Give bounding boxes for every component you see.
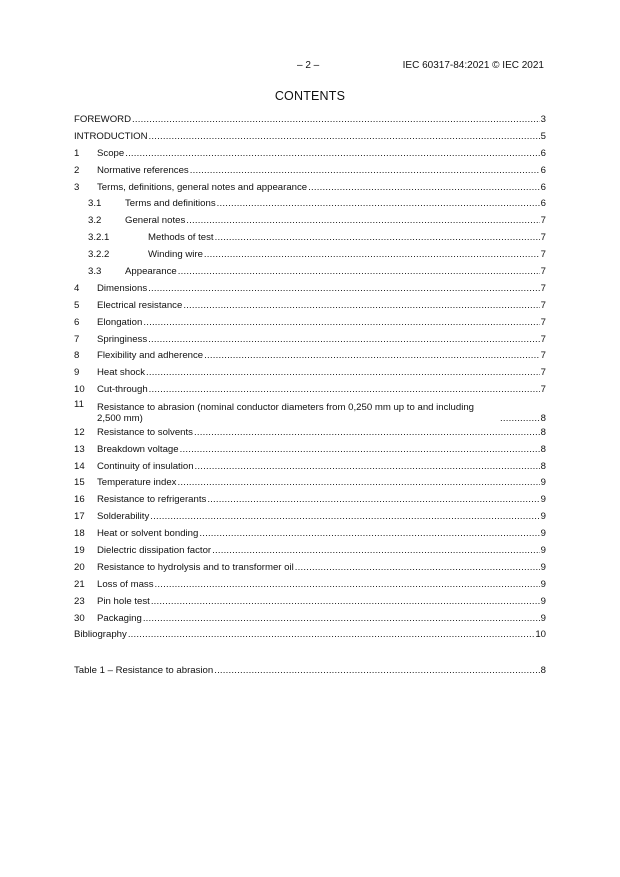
toc-entry-page: 9	[540, 528, 546, 540]
toc-entry-page: 6	[540, 181, 546, 193]
toc-entry-title: Springiness	[97, 333, 148, 345]
toc-entry-number: 21	[74, 578, 85, 590]
toc-entry-number: 3.1	[88, 198, 102, 210]
dot-leader	[207, 492, 539, 509]
toc-entry-title: Resistance to solvents	[97, 426, 193, 438]
toc-entry-title: Bibliography	[74, 629, 127, 641]
dot-leader	[151, 594, 540, 611]
dot-leader	[155, 577, 540, 594]
dot-leader	[186, 213, 539, 230]
toc-entry-page: 8	[540, 426, 546, 438]
toc-entry-number: 17	[74, 511, 85, 523]
toc-entry-page: 6	[540, 198, 546, 210]
dot-leader	[132, 112, 540, 129]
toc-entry-title: Heat or solvent bonding	[97, 528, 199, 540]
toc-entry[interactable]	[74, 196, 546, 213]
toc-entry[interactable]	[74, 281, 546, 298]
toc-entry-page: 7	[540, 232, 546, 244]
toc-entry[interactable]	[74, 492, 546, 509]
toc-entry-title: Temperature index	[97, 477, 177, 489]
dot-leader	[212, 543, 540, 560]
toc-entry[interactable]	[74, 459, 546, 476]
toc-entry-title: Winding wire	[148, 249, 203, 261]
table-list-page: 8	[540, 665, 546, 677]
dot-leader	[143, 315, 539, 332]
dot-leader	[149, 129, 540, 146]
toc-entry-number: 2	[74, 164, 80, 176]
toc-entry-number: 12	[74, 426, 85, 438]
toc-entry[interactable]	[74, 475, 546, 492]
dot-leader	[149, 382, 540, 399]
toc-entry-number: 19	[74, 544, 85, 556]
dot-leader	[146, 365, 540, 382]
toc-entry-page: 9	[540, 494, 546, 506]
dot-leader	[199, 526, 539, 543]
toc-entry-page: 9	[540, 578, 546, 590]
page-number: – 2 –	[297, 60, 320, 71]
toc-entry-page: 8	[540, 460, 546, 472]
toc-entry-number: 3	[74, 181, 80, 193]
dot-leader	[195, 459, 540, 476]
dot-leader	[178, 264, 540, 281]
dot-leader	[214, 663, 539, 680]
toc-entry-number: 3.3	[88, 266, 102, 278]
dot-leader	[148, 332, 540, 349]
toc-entry-number: 16	[74, 494, 85, 506]
toc-entry[interactable]	[74, 425, 546, 442]
toc-entry-page: 7	[540, 215, 546, 227]
toc-entry-page: 9	[540, 544, 546, 556]
dot-leader	[148, 281, 540, 298]
toc-entry-title: Breakdown voltage	[97, 443, 179, 455]
toc-entry-title: Scope	[97, 147, 125, 159]
toc-entry-number: 23	[74, 595, 85, 607]
toc-entry-page: 7	[540, 249, 546, 261]
toc-entry[interactable]	[74, 230, 546, 247]
table-of-contents	[74, 112, 546, 680]
toc-entry-page: 3	[540, 114, 546, 125]
toc-entry-page: 10	[535, 629, 546, 641]
toc-entry-title: Electrical resistance	[97, 299, 183, 311]
dot-leader	[183, 298, 539, 315]
dot-leader	[143, 611, 540, 628]
document-reference: IEC 60317-84:2021 © IEC 2021	[402, 60, 544, 71]
dot-leader	[177, 475, 539, 492]
dot-leader	[125, 146, 539, 163]
toc-entry-title: INTRODUCTION	[74, 130, 148, 142]
toc-entry-number: 18	[74, 528, 85, 540]
toc-entry-page: 6	[540, 147, 546, 159]
toc-entry-title: Cut-through	[97, 384, 148, 396]
toc-entry-page: 6	[540, 164, 546, 176]
dot-leader	[128, 627, 535, 644]
toc-entry[interactable]	[74, 180, 546, 197]
toc-entry-page: 9	[540, 561, 546, 573]
toc-entry-number: 8	[74, 350, 80, 362]
toc-entry-page: 8	[540, 443, 546, 455]
toc-entry-number: 7	[74, 333, 80, 345]
toc-entry-page: 5	[540, 130, 546, 142]
table-list-title: Table 1 – Resistance to abrasion	[74, 665, 214, 677]
toc-entry-page: 7	[540, 299, 546, 311]
toc-entry-number: 6	[74, 316, 80, 328]
toc-entry-title: Dimensions	[97, 282, 148, 294]
toc-entry-title: Packaging	[97, 612, 142, 624]
toc-entry-title: Solderability	[97, 511, 150, 523]
toc-entry[interactable]	[74, 526, 546, 543]
toc-entry-number: 3.2.1	[88, 232, 110, 244]
toc-entry[interactable]	[74, 247, 546, 264]
toc-entry-number: 3.2.2	[88, 249, 110, 261]
toc-entry-title: Resistance to abrasion (nominal conductor diameters from 0,250 mm up to and including 2,500 mm)	[97, 402, 475, 425]
toc-entry[interactable]	[74, 298, 546, 315]
toc-entry-number: 30	[74, 612, 85, 624]
toc-entry-number: 11	[74, 399, 84, 411]
dot-leader	[190, 163, 540, 180]
toc-entry-page: 8	[540, 413, 546, 425]
dot-leader	[500, 413, 540, 424]
toc-entry[interactable]	[74, 146, 546, 163]
toc-entry-page: 9	[540, 477, 546, 489]
toc-entry-title: Pin hole test	[97, 595, 150, 607]
toc-entry-title: Normative references	[97, 164, 189, 176]
toc-entry[interactable]	[74, 543, 546, 560]
toc-entry[interactable]	[74, 163, 546, 180]
dot-leader	[308, 180, 540, 197]
toc-entry-page: 7	[540, 350, 546, 362]
toc-entry-page: 9	[540, 511, 546, 523]
toc-entry-page: 9	[540, 612, 546, 624]
toc-entry-page: 7	[540, 384, 546, 396]
toc-entry-title: Resistance to hydrolysis and to transformer oil	[97, 561, 294, 573]
toc-entry-title: Appearance	[125, 266, 177, 278]
dot-leader	[204, 348, 540, 365]
toc-entry-title: General notes	[125, 215, 186, 227]
table-list-entry[interactable]	[74, 663, 546, 680]
toc-entry[interactable]	[74, 264, 546, 281]
dot-leader	[204, 247, 540, 264]
toc-entry-number: 3.2	[88, 215, 102, 227]
dot-leader	[180, 442, 540, 459]
toc-entry[interactable]	[74, 594, 546, 611]
toc-entry-title: Loss of mass	[97, 578, 154, 590]
toc-entry-page: 7	[540, 282, 546, 294]
section-gap	[74, 644, 546, 663]
toc-entry-title: Elongation	[97, 316, 143, 328]
toc-entry[interactable]	[74, 213, 546, 230]
toc-entry[interactable]	[74, 112, 546, 129]
toc-entry-title: Terms, definitions, general notes and appearance	[97, 181, 308, 193]
toc-entry[interactable]	[74, 577, 546, 594]
toc-entry-number: 20	[74, 561, 85, 573]
toc-entry[interactable]	[74, 627, 546, 644]
toc-entry-page: 7	[540, 316, 546, 328]
toc-entry[interactable]	[74, 611, 546, 628]
toc-entry-title: Continuity of insulation	[97, 460, 194, 472]
toc-entry-number: 13	[74, 443, 85, 455]
toc-entry-title: Flexibility and adherence	[97, 350, 204, 362]
toc-entry-number: 9	[74, 367, 80, 379]
toc-entry-number: 5	[74, 299, 80, 311]
toc-entry[interactable]	[74, 382, 546, 399]
toc-entry-number: 10	[74, 384, 85, 396]
page-header	[0, 60, 620, 74]
dot-leader	[295, 560, 540, 577]
toc-entry[interactable]	[74, 332, 546, 349]
toc-entry-title: Heat shock	[97, 367, 145, 379]
toc-entry[interactable]	[74, 399, 546, 425]
toc-entry-title: FOREWORD	[74, 114, 132, 125]
toc-entry[interactable]	[74, 315, 546, 332]
dot-leader	[150, 509, 539, 526]
dot-leader	[215, 230, 540, 247]
contents-title: CONTENTS	[274, 89, 346, 103]
toc-entry-title: Resistance to refrigerants	[97, 494, 207, 506]
toc-entry[interactable]	[74, 509, 546, 526]
dot-leader	[217, 196, 540, 213]
toc-entry[interactable]	[74, 560, 546, 577]
toc-entry[interactable]	[74, 442, 546, 459]
toc-entry-title: Methods of test	[148, 232, 214, 244]
toc-entry-page: 9	[540, 595, 546, 607]
toc-entry-number: 4	[74, 282, 80, 294]
toc-entry-page: 7	[540, 333, 546, 345]
toc-entry[interactable]	[74, 365, 546, 382]
toc-entry-number: 15	[74, 477, 85, 489]
toc-entry[interactable]	[74, 129, 546, 146]
toc-entry-number: 1	[74, 147, 80, 159]
toc-entry-title: Terms and definitions	[125, 198, 216, 210]
toc-entry-page: 7	[540, 266, 546, 278]
toc-entry[interactable]	[74, 348, 546, 365]
toc-entry-title: Dielectric dissipation factor	[97, 544, 212, 556]
dot-leader	[194, 425, 540, 442]
toc-entry-page: 7	[540, 367, 546, 379]
toc-entry-number: 14	[74, 460, 85, 472]
